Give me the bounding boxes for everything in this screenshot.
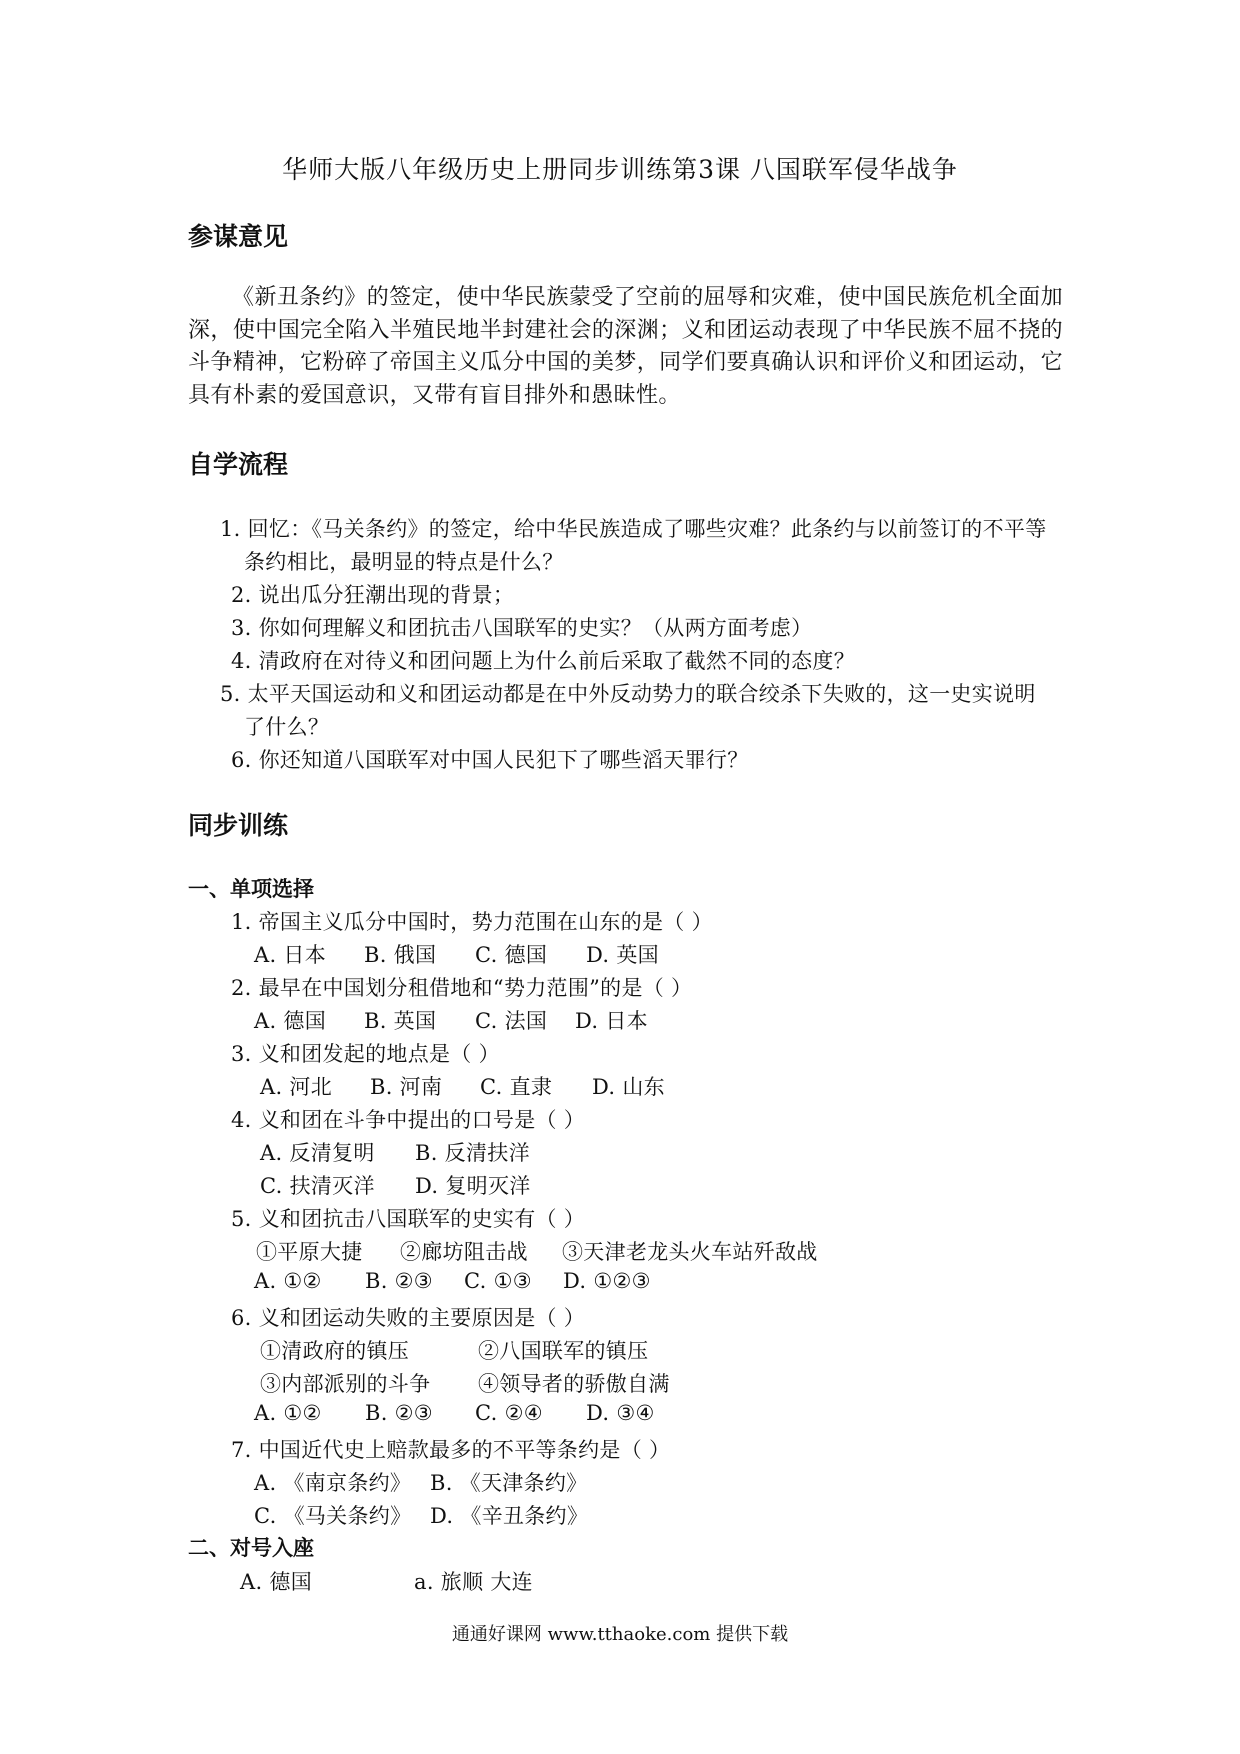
choice-5-option-d: D. ①②③	[563, 1269, 651, 1293]
choice-4-option-d: D. 复明灭洋	[415, 1174, 531, 1198]
choice-question-2: 2. 最早在中国划分租借地和“势力范围”的是（ ）	[231, 976, 693, 1000]
study-question-2: 2. 说出瓜分狂潮出现的背景；	[231, 583, 515, 607]
part-heading-matching: 二、对号入座	[188, 1536, 314, 1560]
study-question-1-line-1: 1. 回忆：《马关条约》的签定，给中华民族造成了哪些灾难？此条约与以前签订的不平等	[220, 517, 1047, 541]
study-question-1-line-2: 条约相比，最明显的特点是什么？	[244, 550, 564, 574]
choice-1-option-c: C. 德国	[475, 943, 548, 967]
choice-5-option-c: C. ①③	[464, 1269, 532, 1293]
choice-4-option-a: A. 反清复明	[260, 1141, 375, 1165]
choice-1-option-d: D. 英国	[586, 943, 659, 967]
choice-4-option-c: C. 扶清灭洋	[260, 1174, 375, 1198]
choice-6-option-c: C. ②④	[475, 1401, 543, 1425]
section-heading-practice: 同步训练	[188, 811, 289, 840]
choice-6-item-4: ④领导者的骄傲自满	[478, 1372, 670, 1396]
choice-5-option-a: A. ①②	[254, 1269, 322, 1293]
choice-3-option-a: A. 河北	[260, 1075, 333, 1099]
page-footer: 通通好课网 www.tthaoke.com 提供下载	[451, 1624, 789, 1645]
choice-6-item-1: ①清政府的镇压	[260, 1339, 410, 1363]
choice-7-option-a: A. 《南京条约》	[254, 1471, 412, 1495]
choice-2-option-d: D. 日本	[575, 1009, 648, 1033]
part-heading-single-choice: 一、单项选择	[188, 877, 314, 901]
choice-question-3: 3. 义和团发起的地点是（ ）	[231, 1042, 500, 1066]
choice-5-item-3: ③天津老龙头火车站歼敌战	[562, 1240, 818, 1264]
choice-question-7: 7. 中国近代史上赔款最多的不平等条约是（ ）	[231, 1438, 671, 1462]
advice-paragraph: 《新丑条约》的签定，使中华民族蒙受了空前的屈辱和灾难，使中国民族危机全面加深，使中国完全陷入半殖民地半封建社会的深渊；义和团运动表现了中华民族不屈不挠的斗争精神，它粉碎了帝国主义瓜分中国的美梦，同学们要真确认识和评价义和团运动，它具有朴素的爱国意识，又带有盲目排外和愚昧性。	[188, 285, 1063, 408]
choice-7-option-b: B. 《天津条约》	[430, 1471, 588, 1495]
study-question-6: 6. 你还知道八国联军对中国人民犯下了哪些滔天罪行？	[231, 748, 749, 772]
choice-1-option-a: A. 日本	[254, 943, 327, 967]
choice-3-option-b: B. 河南	[370, 1075, 443, 1099]
choice-question-1: 1. 帝国主义瓜分中国时，势力范围在山东的是（ ）	[231, 910, 713, 934]
study-question-5-line-2: 了什么？	[244, 715, 330, 739]
choice-6-item-2: ②八国联军的镇压	[478, 1339, 649, 1363]
choice-2-option-c: C. 法国	[475, 1009, 548, 1033]
choice-6-option-b: B. ②③	[365, 1401, 433, 1425]
study-question-5-line-1: 5. 太平天国运动和义和团运动都是在中外反动势力的联合绞杀下失败的，这一史实说明	[220, 682, 1036, 706]
choice-1-option-b: B. 俄国	[364, 943, 437, 967]
choice-2-option-a: A. 德国	[254, 1009, 327, 1033]
choice-3-option-c: C. 直隶	[480, 1075, 553, 1099]
choice-question-5: 5. 义和团抗击八国联军的史实有（ ）	[231, 1207, 586, 1231]
choice-6-option-d: D. ③④	[586, 1401, 655, 1425]
choice-5-option-b: B. ②③	[365, 1269, 433, 1293]
choice-3-option-d: D. 山东	[592, 1075, 665, 1099]
choice-7-option-c: C. 《马关条约》	[254, 1504, 412, 1528]
choice-6-item-3: ③内部派别的斗争	[260, 1372, 431, 1396]
page-title: 华师大版八年级历史上册同步训练第3课 八国联军侵华战争	[282, 155, 958, 184]
section-heading-advice: 参谋意见	[188, 222, 289, 251]
choice-4-option-b: B. 反清扶洋	[415, 1141, 530, 1165]
study-question-4: 4. 清政府在对待义和团问题上为什么前后采取了截然不同的态度？	[231, 649, 856, 673]
choice-question-6: 6. 义和团运动失败的主要原因是（ ）	[231, 1306, 586, 1330]
section-heading-self-study: 自学流程	[188, 450, 289, 479]
matching-item-a: A. 德国	[240, 1570, 313, 1594]
choice-6-option-a: A. ①②	[254, 1401, 322, 1425]
choice-5-item-1: ①平原大捷	[256, 1240, 363, 1264]
choice-question-4: 4. 义和团在斗争中提出的口号是（ ）	[231, 1108, 586, 1132]
choice-5-item-2: ②廊坊阻击战	[400, 1240, 528, 1264]
choice-2-option-b: B. 英国	[364, 1009, 437, 1033]
study-question-3: 3. 你如何理解义和团抗击八国联军的史实？（从两方面考虑）	[231, 616, 813, 640]
choice-7-option-d: D. 《辛丑条约》	[430, 1504, 589, 1528]
matching-item-a-lower: a. 旅顺 大连	[414, 1570, 533, 1594]
